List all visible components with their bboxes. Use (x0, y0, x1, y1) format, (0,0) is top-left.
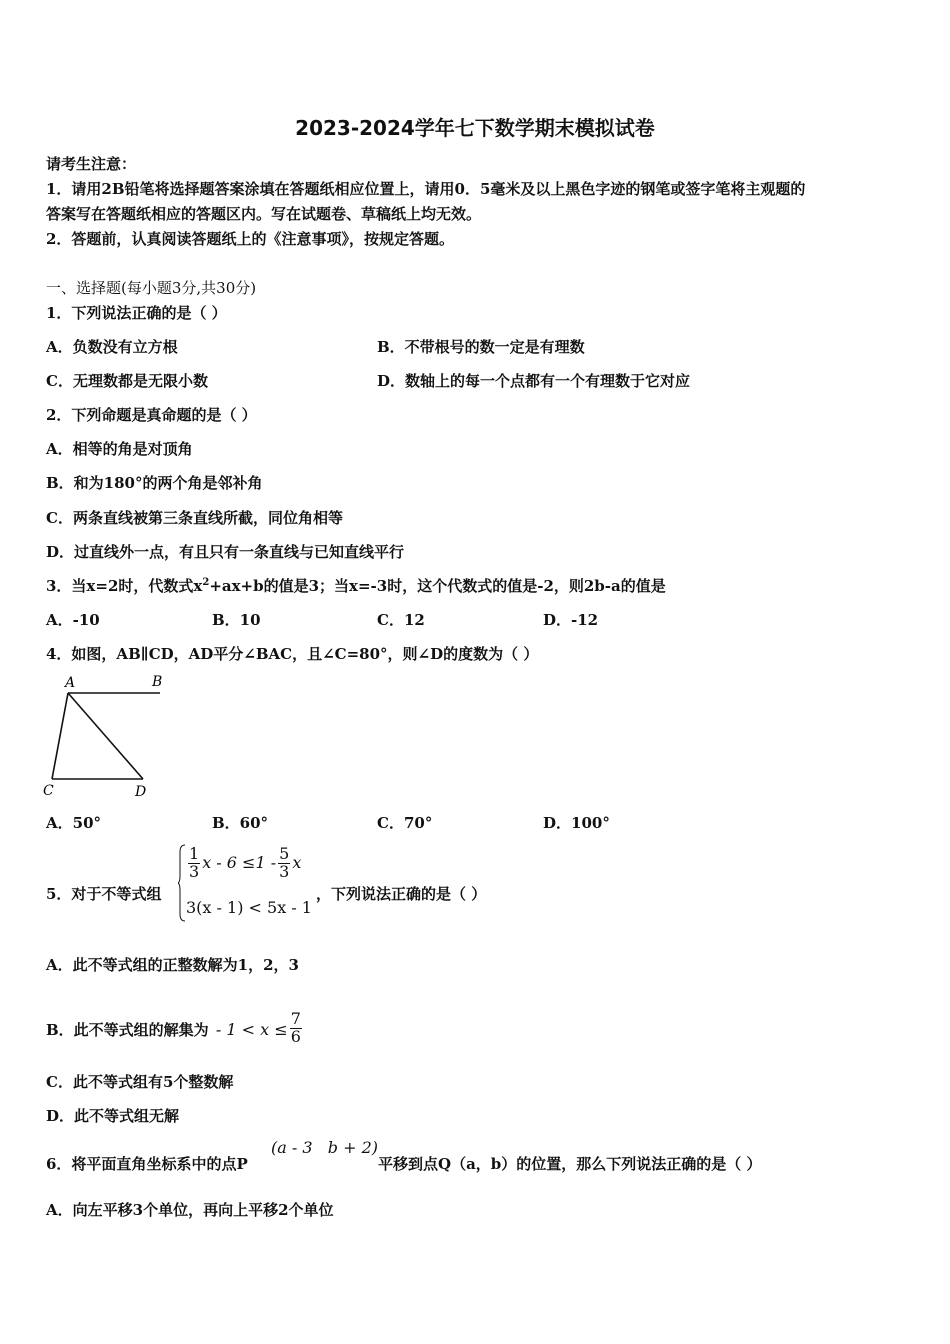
q2-option-a: A．相等的角是对顶角 (46, 440, 193, 458)
q3-option-d: D．-12 (543, 611, 599, 629)
label-d: D (135, 784, 147, 800)
q1-stem: 1．下列说法正确的是（ ） (46, 304, 227, 322)
q2-option-c: C．两条直线被第三条直线所截，同位角相等 (46, 509, 343, 527)
q1-option-d: D．数轴上的每一个点都有一个有理数于它对应 (377, 372, 691, 390)
q5-option-b: B．此不等式组的解集为 - 1 < x ≤ $\frac{7}{6}$ (46, 1009, 301, 1046)
q1-option-a: A．负数没有立方根 (46, 338, 178, 356)
label-a: A (65, 675, 76, 691)
q1-option-b: B．不带根号的数一定是有理数 (377, 338, 585, 356)
q6-stem-end: 平移到点Q（a，b）的位置，那么下列说法正确的是（ ） (378, 1155, 762, 1173)
inequality-system: $\frac{1}{3}$ x - 6 ≤1 - $\frac{5}{3}$ x 3(x - 1) < 5x - 1 (178, 844, 308, 922)
q6-point-p: (a - 3 b + 2) (271, 1138, 379, 1157)
q2-option-b: B．和为180°的两个角是邻补角 (46, 474, 263, 492)
q5-stem-start: 5．对于不等式组 (46, 885, 162, 903)
notice-item-1: 1．请用2B铅笔将选择题答案涂填在答题纸相应位置上，请用0．5毫米及以上黑色字迹的钢笔或签字笔将主观题的 (46, 180, 806, 198)
q1-option-c: C．无理数都是无限小数 (46, 372, 208, 390)
q5-option-a: A．此不等式组的正整数解为1，2，3 (46, 956, 299, 974)
label-c: C (43, 783, 54, 799)
q4-option-c: C．70° (377, 814, 433, 832)
q3-stem: 3．当x=2时，代数式$x^2+ax+b$的值是3；当x=-3时，这个代数式的值是-2，则2b-a的值是 (46, 577, 666, 595)
label-b: B (152, 674, 163, 690)
q4-option-b: B．60° (212, 814, 269, 832)
q5-option-d: D．此不等式组无解 (46, 1107, 180, 1125)
q3-option-b: B．10 (212, 611, 261, 629)
q6-option-a: A．向左平移3个单位，再向上平移2个单位 (46, 1201, 334, 1219)
q3-option-a: A．-10 (46, 611, 100, 629)
notice-heading: 请考生注意： (46, 155, 137, 173)
line-ad (68, 693, 143, 779)
line-ac (52, 693, 68, 779)
q5-stem-end: ，下列说法正确的是（ ） (316, 885, 487, 903)
q2-option-d: D．过直线外一点，有且只有一条直线与已知直线平行 (46, 543, 405, 561)
section-heading: 一、选择题(每小题3分,共30分) (46, 279, 257, 297)
q6-stem-start: 6．将平面直角坐标系中的点P (46, 1155, 248, 1173)
q4-figure (40, 670, 170, 802)
notice-item-1-cont: 答案写在答题纸相应的答题区内。写在试题卷、草稿纸上均无效。 (46, 205, 482, 223)
q4-option-a: A．50° (46, 814, 102, 832)
q4-stem: 4．如图，AB∥CD，AD平分∠BAC，且∠C=80°，则∠D的度数为（ ） (46, 645, 539, 663)
page-title: 2023-2024学年七下数学期末模拟试卷 (295, 116, 655, 140)
q4-option-d: D．100° (543, 814, 610, 832)
q5-option-c: C．此不等式组有5个整数解 (46, 1073, 234, 1091)
q3-option-c: C．12 (377, 611, 425, 629)
q2-stem: 2．下列命题是真命题的是（ ） (46, 406, 257, 424)
notice-item-2: 2．答题前，认真阅读答题纸上的《注意事项》，按规定答题。 (46, 230, 454, 248)
